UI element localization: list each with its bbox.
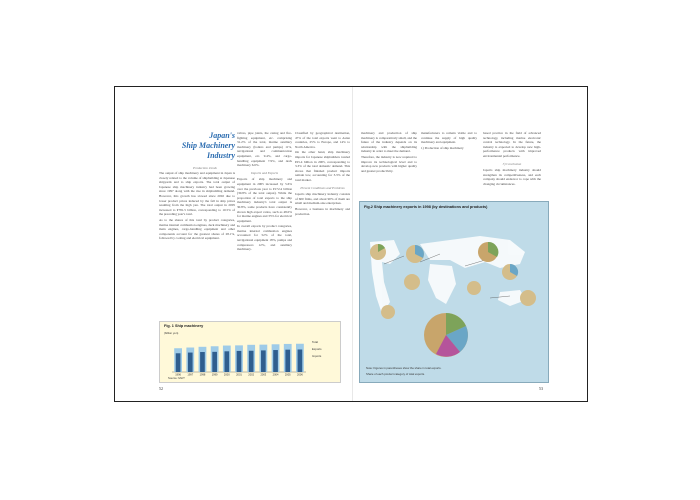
tick-label: 1999 (211, 373, 218, 377)
bar-exports (249, 351, 254, 372)
figure-1-source: Source: MLIT (168, 376, 185, 380)
column-3 (295, 131, 350, 217)
bar-exports (224, 351, 229, 372)
continent-africa (428, 264, 456, 304)
section-heading: 3) Conclusion (502, 161, 522, 166)
tick-label: 2002 (248, 373, 255, 377)
pie-africa (467, 281, 481, 295)
pie-south-america (381, 305, 395, 319)
tick-label: 1998 (199, 373, 206, 377)
legend-total: Total (312, 340, 318, 344)
pie-oceania (520, 290, 536, 306)
column-5 (421, 131, 477, 151)
bar-exports (285, 350, 290, 372)
figure-1-chart (160, 322, 340, 382)
tick-label: 2006 (297, 373, 303, 377)
paragraph: Exports of ship machinery and equipment in 2005 increased by 5.6% over the previous year to ¥172.4 billion (30.8% of the total output). While the proportion of total exports to the ship machinery industry's total output is 30.8%, some products have consistently shown high export ratios, such as 48.0% for marine engines and 35% for electrical equipment. (237, 177, 292, 223)
figure-2-note-1: Note: Figures in parentheses show the share in total exports. (366, 366, 442, 370)
legend-imports: Imports (312, 354, 322, 358)
page-gutter (352, 87, 353, 401)
figure-2-title: Fig.2 Ship machinery exports in 1998 (by destinations and products) (364, 205, 488, 209)
article-title (115, 131, 235, 161)
tick-label: 2000 (223, 373, 230, 377)
paragraph: Therefore, the industry is now required to improve its technological level and to develop new products with higher quality and greater productivity. (361, 154, 417, 173)
section-heading: Present Conditions and Problems (300, 185, 345, 190)
magazine-spread (114, 86, 588, 402)
paragraph: Japan's ship machinery industry should strengthen its competitiveness, and each company should endeavor to cope with the changing circumstances. (483, 168, 541, 186)
title-line-2: Ship Machinery (181, 141, 235, 150)
pie-middle-east (404, 274, 420, 290)
figure-1-unit: (billion yen) (164, 331, 179, 335)
column-1 (159, 171, 235, 242)
paragraph: valves, pipe joints, the casing and fire-fighting equipment, etc. comprising 31.2% of the total, marine auxiliary machinery (boilers and pumps) 11%, navigational and communication equipment, etc. 9.4%, and cargo-handling equipment 7.9%, and deck machinery 6.6%. (237, 131, 292, 168)
paragraph: Classified by geographical destination, 47% of the total exports went to Asian countries, 25% to Europe, and 14% to North America. (295, 131, 350, 149)
figure-2 (359, 201, 549, 383)
bar-exports (261, 350, 266, 372)
tick-label: 2001 (236, 373, 242, 377)
world-map (360, 202, 548, 382)
article-byline: Production trends (193, 166, 217, 170)
page-number-right: 53 (539, 386, 543, 391)
title-line-3: Industry (206, 151, 235, 160)
bar-exports (200, 352, 205, 372)
tick-label: 1997 (187, 373, 194, 377)
paragraph: Japan's ship machinery industry consists of 600 firms, and about 90% of them are small and medium-size enterprises. (295, 192, 350, 206)
paragraph: However, a business in machinery and production. (295, 206, 350, 216)
column-4 (361, 131, 417, 174)
tick-label: 2005 (284, 373, 291, 377)
bar-exports (176, 353, 181, 372)
title-line-1: Japan's (209, 131, 235, 140)
tick-label: 2003 (260, 373, 267, 377)
bar-exports (273, 350, 278, 372)
bar-exports (212, 352, 217, 372)
legend-exports: Exports (312, 347, 322, 351)
paragraph: On the other hand, ship machinery imports for Japanese shipbuilders totaled ¥25.4 billion in 2005, corresponding to 3.3% of the total domestic demand. This shows that finished product imports remain low, accounting for 3.3% of the total market. (295, 150, 350, 182)
tick-label: 1996 (175, 373, 181, 377)
numbered-item: 1) Production of ship machinery (421, 145, 464, 150)
page-number-left: 52 (159, 386, 163, 391)
paragraph: manufacturers to remain viable and to continue the supply of high quality machinery and equipment. (421, 131, 477, 145)
paragraph: based practice in the field of advanced technology, including marine electronic control technology. In the future, the industry is expected to develop new high-performance products with improved environmental performance. (483, 131, 541, 158)
paragraph: machinery and production of ship machinery is comparatively small, and the future of the industry depends on its relationship with the shipbuilding industry in order to meet the demand. (361, 131, 417, 154)
figure-2-note-2: Share of each product category of total exports. (366, 372, 425, 376)
bar-exports (237, 351, 242, 372)
figure-1 (159, 321, 341, 383)
paragraph: The output of ship machinery and equipment in Japan is closely related to the volume of shipbuilding at Japanese shipyards and to ship exports. The total output of Japanese ship machinery industry had been growing since 1997 along with the rise in shipbuilding demand. However, this growth has slowed since 2002 due to lower product prices induced by the fall in ship prices resulting from the high yen. The total output in 2005 increased to ¥781.5 billion, corresponding to 10.5% of the preceding year's total. (159, 171, 235, 217)
tick-label: 2004 (272, 373, 279, 377)
paragraph: In overall exports by product categories, marine internal combustion engines accounted for 52% of the total, navigational equipment 18%, pumps and compressors 12%, and auxiliary machinery. (237, 224, 292, 252)
paragraph: As to the shares of this total by product categories, marine internal combustion engines, deck machinery and main engines, cargo-handling equipment and other components account for the greatest shares of 28.1%, followed by cooling and electrical equipment. (159, 217, 235, 241)
column-2 (237, 131, 292, 253)
column-6 (483, 131, 541, 188)
figure-1-title: Fig. 1 Ship machinery (164, 324, 204, 328)
bar-exports (298, 350, 303, 373)
continent-europe-asia (420, 236, 525, 268)
bar-exports (188, 353, 193, 372)
section-heading: Imports and Exports (250, 170, 279, 175)
